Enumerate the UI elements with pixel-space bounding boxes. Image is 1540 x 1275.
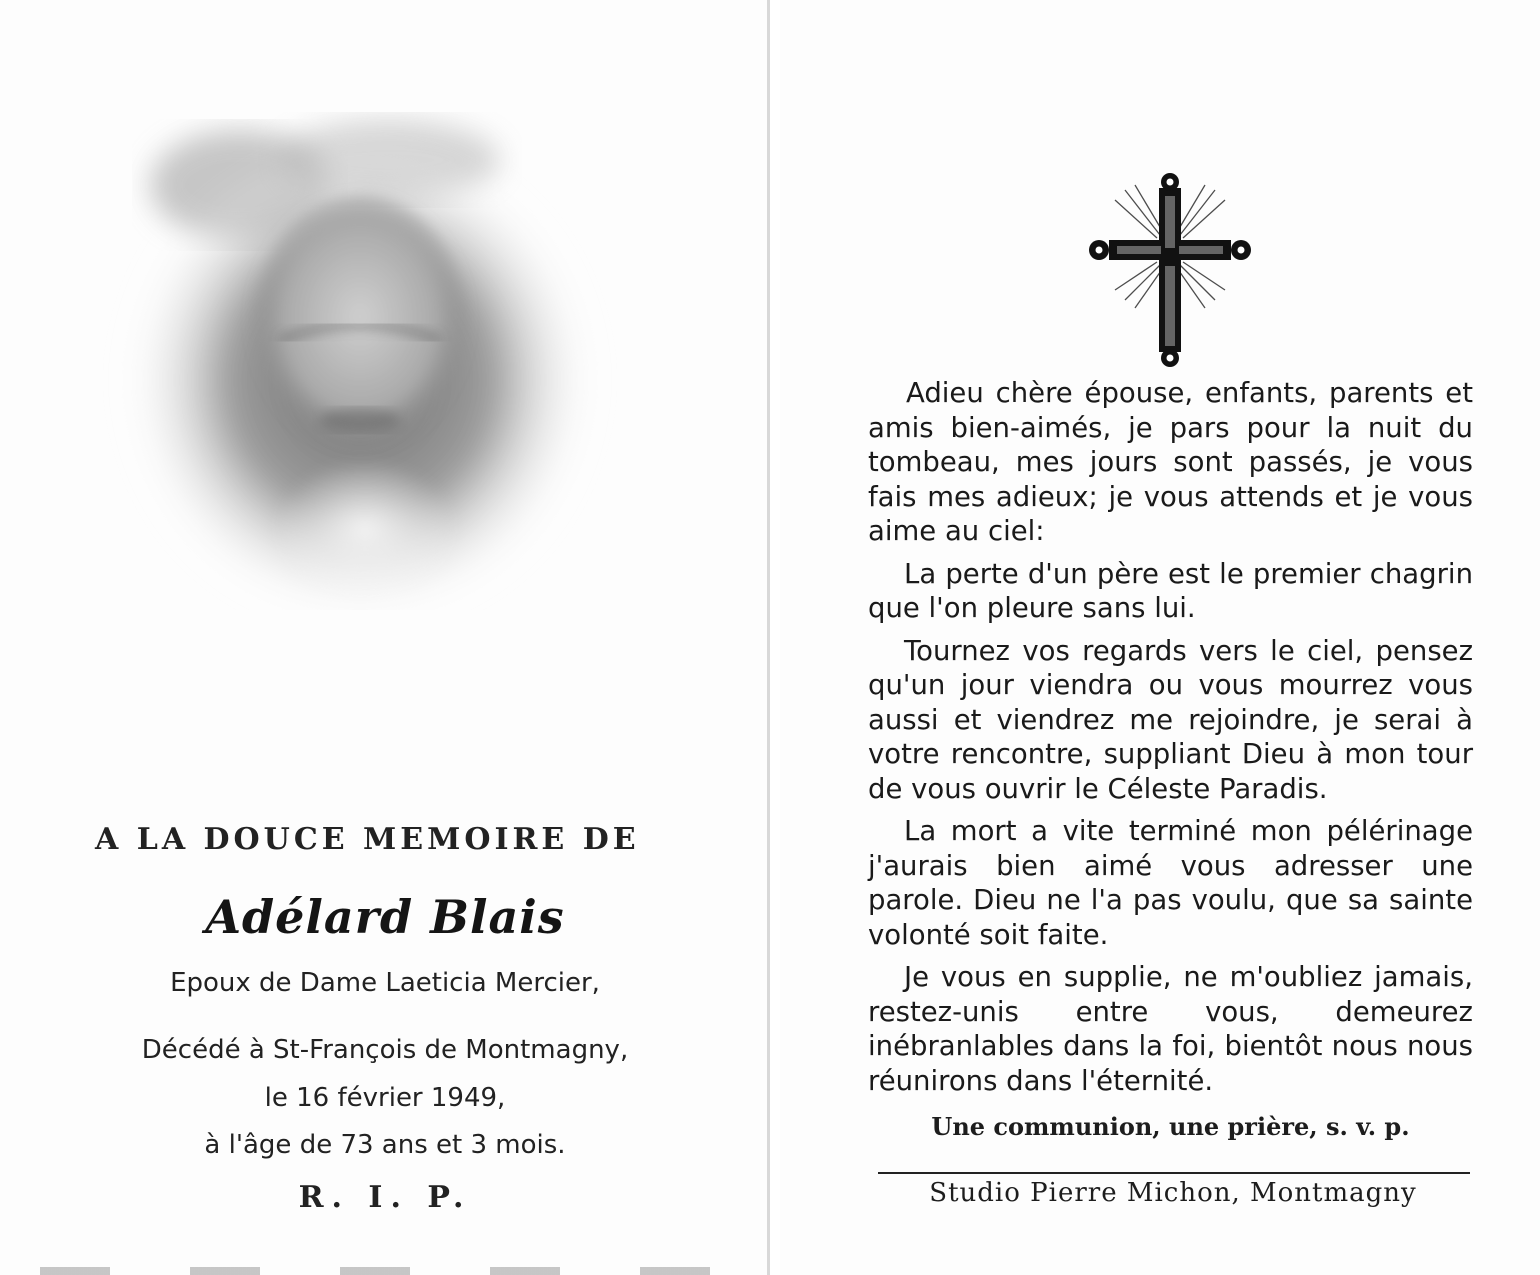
death-place-line: Décédé à St-François de Montmagny, — [141, 1035, 629, 1065]
death-date-line: le 16 février 1949, — [264, 1083, 506, 1113]
paragraph: La perte d'un père est le premier chagrin que l'on pleure sans lui. — [868, 557, 1473, 624]
cross-icon — [1085, 170, 1255, 370]
prayer-request: Une communion, une prière, s. v. p. — [931, 1112, 1410, 1141]
portrait-photo — [90, 90, 630, 610]
paragraph: La mort a vite terminé mon pélérinage j'aurais bien aimé vous adresser une parole. Dieu ne l'a pas voulu, que sa sainte volonté soit faite. — [868, 815, 1473, 951]
paragraph: Adieu chère épouse, enfants, parents et amis bien-aimés, je pars pour la nuit du tombeau, mes jours sont passés, je vous fais mes adieux; je vous attends et je vous aime au ciel: — [868, 377, 1473, 547]
rip-text: R. I. P. — [298, 1180, 472, 1215]
spouse-line: Epoux de Dame Laeticia Mercier, — [170, 968, 600, 998]
farewell-text — [868, 376, 1473, 1106]
studio-credit: Studio Pierre Michon, Montmagny — [929, 1178, 1417, 1208]
paragraph: Tournez vos regards vers le ciel, pensez qu'un jour viendra ou vous mourrez vous aussi et viendrez me rejoindre, je serai à votre rencontre, suppliant Dieu à mon tour de vous ouvrir le Céleste Paradis. — [868, 634, 1473, 805]
divider — [878, 1172, 1470, 1174]
card-edge — [40, 1267, 737, 1275]
age-line: à l'âge de 73 ans et 3 mois. — [204, 1130, 566, 1160]
memory-heading: A LA DOUCE MEMOIRE DE — [95, 822, 640, 857]
deceased-name: Adélard Blais — [205, 890, 565, 944]
paragraph: Je vous en supplie, ne m'oubliez jamais, restez-unis entre vous, demeurez inébranlables dans la foi, bientôt nous nous réunirons dans l'éternité. — [868, 961, 1473, 1097]
